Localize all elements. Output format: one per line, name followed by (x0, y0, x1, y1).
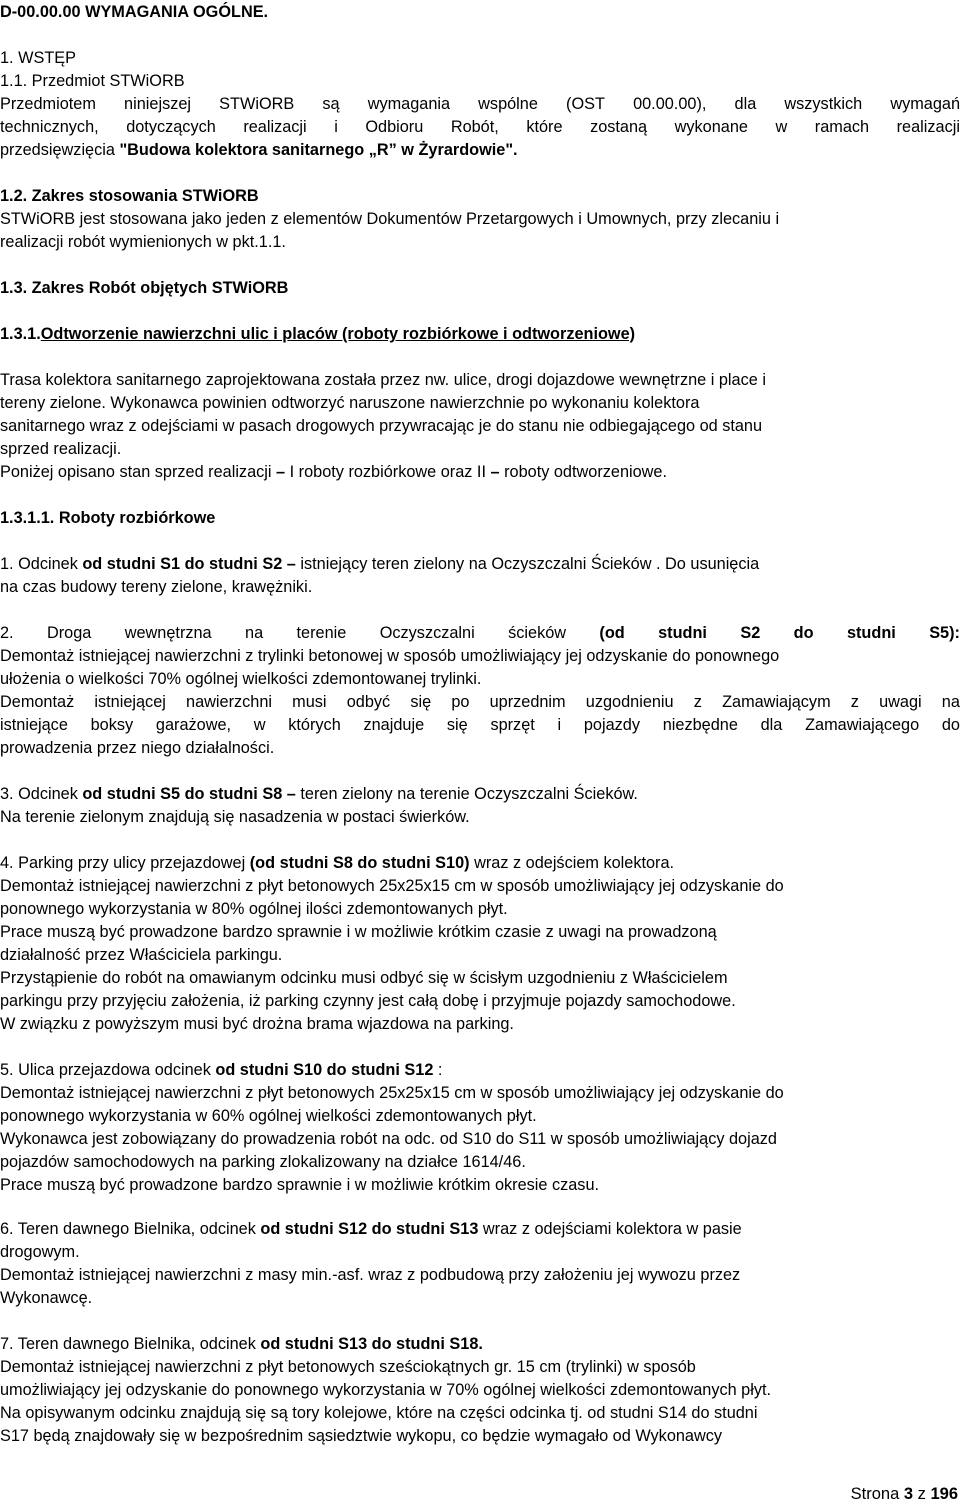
text-segment: (od (599, 624, 625, 642)
text-segment: roboty odtworzeniowe. (499, 463, 668, 481)
text-segment: Przedmiotem (0, 95, 96, 113)
text-segment: wraz z odejściem kolektora. (469, 854, 675, 872)
text-line (0, 1264, 960, 1287)
text-segment: Zamawiającym (722, 693, 831, 711)
text-segment: Prace muszą być prowadzone bardzo sprawnie i w możliwie krótkim czasie z uwagi na prowadzoną (0, 923, 717, 941)
text-segment: do (793, 624, 814, 642)
footer-page-number: 3 (903, 1485, 914, 1503)
text-line (0, 1356, 960, 1379)
text-line (0, 323, 960, 346)
text-line (0, 1059, 960, 1082)
text-segment: Na terenie zielonym znajdują się nasadzenia w postaci świerków. (0, 808, 470, 826)
text-segment: uzgodnieniu (585, 693, 674, 711)
text-segment: ramach (814, 118, 870, 136)
text-line (0, 277, 960, 300)
text-segment: (od studni S8 do studni S10) (249, 854, 470, 872)
text-line (0, 1128, 960, 1151)
text-segment: realizacji robót wymienionych w pkt.1.1. (0, 233, 286, 251)
text-line (0, 852, 960, 875)
text-segment: pojazdy (583, 716, 640, 734)
text-segment: w (775, 118, 788, 136)
text-segment: istniejącej (94, 693, 166, 711)
text-segment: od studni S10 do studni S12 (215, 1061, 434, 1079)
text-segment: na (245, 624, 264, 642)
text-segment: (OST (566, 95, 605, 113)
text-line (0, 783, 960, 806)
text-segment: istniejący teren zielony na Oczyszczalni Ścieków . Do usunięcia (295, 555, 760, 573)
footer-separator: z (913, 1485, 931, 1503)
text-segment: po (451, 693, 470, 711)
text-segment: z (850, 693, 859, 711)
text-segment: 2. (0, 624, 14, 642)
text-segment: sanitarnego wraz z odejściami w pasach drogowych przywracając je do stanu nie odbiegającego od stanu (0, 417, 763, 435)
text-segment: przedsięwzięcia (0, 141, 120, 159)
text-line (0, 1174, 960, 1197)
text-line (0, 70, 960, 93)
text-segment: Wykonawca jest zobowiązany do prowadzenia robót na odc. od S10 do S11 w sposób umożliwiający dojazd (0, 1130, 777, 1148)
text-segment: ponownego wykorzystania w 60% ogólnej wielkości zdemontowanych płyt. (0, 1107, 537, 1125)
text-segment: wraz z odejściami kolektora w pasie (478, 1220, 742, 1238)
text-segment: – (286, 555, 296, 573)
text-segment: umożliwiający jej odzyskanie do ponownego wykorzystania w 70% ogólnej wielkości zdemontowanych płyt. (0, 1381, 772, 1399)
text-segment: 1.2. Zakres stosowania STWiORB (0, 187, 259, 205)
text-segment: dotyczących (126, 118, 216, 136)
text-segment: dla (760, 716, 783, 734)
page-footer (851, 1485, 958, 1504)
text-segment: niezbędne (662, 716, 738, 734)
text-segment: istniejące (0, 716, 68, 734)
text-line (0, 714, 960, 737)
text-line (0, 576, 960, 599)
text-line (0, 139, 960, 162)
text-segment: 1.1. Przedmiot STWiORB (0, 72, 185, 90)
text-segment: boksy (90, 716, 134, 734)
text-line (0, 875, 960, 898)
text-line (0, 208, 960, 231)
text-segment: 7. Teren dawnego Bielnika, odcinek (0, 1335, 261, 1353)
text-line (0, 691, 960, 714)
text-line (0, 1425, 960, 1448)
footer-label: Strona (850, 1485, 904, 1503)
text-line (0, 668, 960, 691)
text-segment: I roboty rozbiórkowe oraz II (285, 463, 491, 481)
text-line (0, 93, 960, 116)
text-segment: Demontaż istniejącej nawierzchni z płyt betonowych 25x25x15 cm w sposób umożliwiający jej odzyskanie do (0, 877, 784, 895)
text-line (0, 622, 960, 645)
text-segment: musi (292, 693, 327, 711)
text-line (0, 185, 960, 208)
text-segment: Demontaż (0, 693, 75, 711)
text-line (0, 990, 960, 1013)
text-line (0, 1241, 960, 1264)
text-segment: – (490, 463, 500, 481)
text-segment: nawierzchni (186, 693, 273, 711)
text-segment: 00.00.00), (633, 95, 707, 113)
text-segment: 1.3. Zakres Robót objętych STWiORB (0, 279, 289, 297)
text-segment: z (693, 693, 702, 711)
text-segment: Odtworzenie nawierzchni ulic i placów (roboty rozbiórkowe i odtworzeniowe) (40, 325, 636, 343)
text-line (0, 1013, 960, 1036)
text-segment: 4. Parking przy ulicy przejazdowej (0, 854, 250, 872)
text-segment: drogowym. (0, 1243, 80, 1261)
text-segment: od studni S12 do studni S13 (260, 1220, 479, 1238)
text-segment: Zamawiającego (805, 716, 920, 734)
text-segment: Prace muszą być prowadzone bardzo sprawnie i w możliwie krótkim okresie czasu. (0, 1176, 600, 1194)
text-segment: Trasa kolektora sanitarnego zaprojektowana została przez nw. ulice, drogi dojazdowe wewnętrzne i place i (0, 371, 766, 389)
text-segment: sprzęt (490, 716, 535, 734)
text-segment: S17 będą znajdowały się w bezpośrednim sąsiedztwie wykopu, co będzie wymagało od Wykonawcy (0, 1427, 723, 1445)
text-segment: studni (846, 624, 896, 642)
text-line (0, 1379, 960, 1402)
text-segment: realizacji (896, 118, 960, 136)
text-segment: wszystkich (784, 95, 863, 113)
text-line (0, 1218, 960, 1241)
text-segment: Poniżej opisano stan sprzed realizacji (0, 463, 277, 481)
text-segment: Na opisywanym odcinku znajdują się są tory kolejowe, które na części odcinka tj. od studni S14 do studni (0, 1404, 758, 1422)
text-line (0, 507, 960, 530)
text-segment: wymagania (367, 95, 451, 113)
text-segment: terenie (296, 624, 347, 642)
text-segment: Demontaż istniejącej nawierzchni z płyt betonowych 25x25x15 cm w sposób umożliwiający jej odzyskanie do (0, 1084, 784, 1102)
text-line (0, 1105, 960, 1128)
text-segment: – (286, 785, 296, 803)
text-line (0, 461, 960, 484)
text-segment: wymagań (890, 95, 960, 113)
text-segment: których (288, 716, 341, 734)
text-segment: – (276, 463, 286, 481)
text-segment: i (557, 716, 562, 734)
text-segment: niniejszej (124, 95, 192, 113)
text-segment: "Budowa kolektora sanitarnego „R” w Żyrardowie". (119, 141, 518, 159)
text-segment: na (941, 693, 960, 711)
text-segment: 3. Odcinek (0, 785, 83, 803)
text-segment: się (446, 716, 468, 734)
text-segment: tereny zielone. Wykonawca powinien odtworzyć naruszone nawierzchnie po wykonaniu kolektora (0, 394, 700, 412)
text-line (0, 1151, 960, 1174)
text-segment: odbyć (346, 693, 391, 711)
text-line (0, 392, 960, 415)
text-segment: zostaną (590, 118, 648, 136)
text-segment: Odbioru (365, 118, 424, 136)
text-segment: wykonane (674, 118, 748, 136)
text-segment: są (322, 95, 340, 113)
text-line (0, 47, 960, 70)
text-segment: sprzed realizacji. (0, 440, 122, 458)
text-segment: STWiORB (219, 95, 295, 113)
text-segment: Demontaż istniejącej nawierzchni z trylinki betonowej w sposób umożliwiający jej odzyskanie do ponownego (0, 647, 780, 665)
text-line (0, 967, 960, 990)
text-segment: do (941, 716, 960, 734)
text-segment: W związku z powyższym musi być drożna brama wjazdowa na parking. (0, 1015, 514, 1033)
text-segment: działalność przez Właściciela parkingu. (0, 946, 283, 964)
text-line (0, 116, 960, 139)
text-segment: Demontaż istniejącej nawierzchni z płyt betonowych sześciokątnych gr. 15 cm (trylinki) w sposób (0, 1358, 696, 1376)
text-segment: 5. Ulica przejazdowa odcinek (0, 1061, 216, 1079)
text-line (0, 944, 960, 967)
text-segment: S5): (929, 624, 960, 642)
text-segment: na czas budowy tereny zielone, krawężniki. (0, 578, 313, 596)
text-segment: S2 (740, 624, 761, 642)
text-segment: garażowe, (155, 716, 232, 734)
text-line (0, 553, 960, 576)
text-segment: ścieków (508, 624, 567, 642)
text-segment: dla (734, 95, 757, 113)
text-segment: parkingu przy przyjęciu założenia, iż parking czynny jest całą dobę i przyjmuje pojazdy samochodowe. (0, 992, 736, 1010)
text-segment: które (526, 118, 563, 136)
text-segment: wewnętrzna (124, 624, 212, 642)
text-line (0, 369, 960, 392)
text-segment: się (410, 693, 432, 711)
text-segment: w (253, 716, 266, 734)
text-line (0, 1402, 960, 1425)
text-segment: znajduje (363, 716, 425, 734)
text-line (0, 737, 960, 760)
text-line (0, 231, 960, 254)
text-segment: uprzednim (489, 693, 566, 711)
text-segment: Przystąpienie do robót na omawianym odcinku musi odbyć się w ścisłym uzgodnieniu z Właścicielem (0, 969, 728, 987)
text-line (0, 921, 960, 944)
text-segment: Oczyszczalni (379, 624, 475, 642)
text-segment: wspólne (478, 95, 538, 113)
text-segment: pojazdów samochodowych na parking zlokalizowany na działce 1614/46. (0, 1153, 526, 1171)
text-segment: i (334, 118, 338, 136)
text-segment: od studni S1 do studni S2 (82, 555, 283, 573)
text-segment: 1.3.1. (0, 325, 41, 343)
text-segment: 1. Odcinek (0, 555, 83, 573)
text-segment: Robót, (450, 118, 499, 136)
text-line (0, 438, 960, 461)
text-segment: : (433, 1061, 443, 1079)
text-segment: teren zielony na terenie Oczyszczalni Ścieków. (295, 785, 638, 803)
text-line (0, 898, 960, 921)
text-segment: Wykonawcę. (0, 1289, 93, 1307)
text-segment: 6. Teren dawnego Bielnika, odcinek (0, 1220, 261, 1238)
text-segment: ułożenia o wielkości 70% ogólnej wielkości zdemontowanej trylinki. (0, 670, 482, 688)
text-line (0, 1333, 960, 1356)
text-segment: realizacji (243, 118, 307, 136)
text-segment: od studni S5 do studni S8 (82, 785, 283, 803)
text-line (0, 806, 960, 829)
text-segment: prowadzenia przez niego działalności. (0, 739, 275, 757)
text-segment: uwagi (879, 693, 922, 711)
text-segment: 1. WSTĘP (0, 49, 76, 67)
text-segment: D-00.00.00 WYMAGANIA OGÓLNE. (0, 3, 269, 21)
text-segment: 1.3.1.1. Roboty rozbiórkowe (0, 509, 216, 527)
text-line (0, 415, 960, 438)
text-segment: Demontaż istniejącej nawierzchni z masy min.-asf. wraz z podbudową przy założeniu jej wywozu przez (0, 1266, 741, 1284)
footer-page-total: 196 (930, 1485, 958, 1503)
text-segment: Droga (46, 624, 92, 642)
text-segment: STWiORB jest stosowana jako jeden z elementów Dokumentów Przetargowych i Umownych, przy zlecaniu i (0, 210, 780, 228)
text-segment: technicznych, (0, 118, 99, 136)
text-segment: studni (658, 624, 707, 642)
text-line (0, 1287, 960, 1310)
text-segment: ponownego wykorzystania w 80% ogólnej ilości zdemontowanych płyt. (0, 900, 508, 918)
text-line (0, 1, 960, 24)
text-line (0, 1082, 960, 1105)
text-segment: od studni S13 do studni S18. (260, 1335, 483, 1353)
text-line (0, 645, 960, 668)
